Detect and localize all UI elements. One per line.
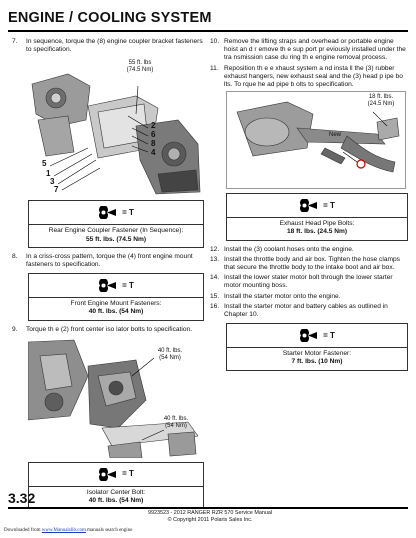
torque-wrench-icon [299, 199, 319, 212]
torque-spec-body [29, 298, 203, 319]
torque-callout-value: 18 ft. lbs. [368, 94, 394, 101]
sequence-number: 3 [50, 177, 55, 187]
torque-spec-box [28, 200, 204, 247]
step-13 [208, 256, 408, 272]
torque-callout-metric: (24.5 Nm) [367, 101, 395, 108]
torque-spec-label: Isolator Center Bolt: [86, 488, 146, 496]
left-column [10, 38, 204, 514]
sequence-number: 6 [151, 130, 156, 140]
torque-callout-metric: (54 Nm) [165, 422, 187, 429]
step-11 [208, 65, 408, 90]
torque-spec-body [227, 348, 407, 369]
step-16 [208, 303, 408, 319]
torque-wrench-icon [98, 279, 118, 292]
torque-equals-label: = T [122, 469, 134, 479]
step-text: In a criss-cross pattern, torque the (4) front engine mount fasteners to specification. [26, 252, 193, 269]
step-text: Install the starter motor and battery cables as outlined in Chapter 10. [224, 302, 388, 319]
page-header [8, 10, 410, 26]
copyright: © Copyright 2011 Polaris Sales Inc. [167, 516, 253, 523]
torque-spec-box [226, 323, 408, 370]
step-text: Torque th e (2) front center iso lator bolts to specification. [26, 325, 193, 333]
torque-callout [361, 94, 401, 108]
step-15 [208, 293, 408, 301]
download-prefix: Downloaded from [4, 528, 41, 533]
torque-spec-box [28, 273, 204, 320]
footer-rule [8, 507, 408, 509]
sequence-number: 8 [151, 139, 156, 149]
torque-spec-value: 40 ft. lbs. (54 Nm) [88, 308, 144, 316]
right-column [208, 38, 408, 376]
torque-spec-header [29, 274, 203, 298]
step-text: Install the throttle body and air box. Tighten the hose clamps that secure the throttle body to the intake boot and air box. [224, 255, 400, 272]
torque-callout-metric: (54 Nm) [159, 354, 181, 361]
engine-coupler-figure [28, 56, 204, 196]
step-number: 7. [12, 38, 18, 45]
torque-spec-value: 18 ft. lbs. (24.5 Nm) [286, 228, 348, 236]
sequence-number: 5 [42, 159, 47, 169]
torque-spec-header [29, 201, 203, 225]
torque-equals-label: = T [323, 200, 335, 210]
sequence-number: 7 [54, 185, 59, 195]
step-number: 10. [210, 38, 220, 45]
exhaust-figure [226, 91, 406, 189]
torque-spec-body [29, 225, 203, 246]
footer-info [110, 510, 310, 523]
torque-spec-value: 55 ft. lbs. (74.5 Nm) [85, 235, 147, 243]
step-7 [10, 38, 204, 54]
manualslib-link[interactable]: www.Manualslib.com [41, 528, 86, 533]
torque-spec-header [29, 463, 203, 487]
torque-spec-label: Exhaust Head Pipe Bolts: [279, 220, 355, 228]
download-notice [4, 528, 132, 533]
torque-callout-value: 40 ft. lbs. [157, 347, 183, 354]
torque-wrench-icon [98, 468, 118, 481]
page-number: 3.32 [8, 490, 36, 506]
torque-spec-value: 7 ft. lbs. (10 Nm) [291, 358, 343, 366]
torque-equals-label: = T [122, 280, 134, 290]
torque-spec-label: Rear Engine Coupler Fastener (In Sequence): [48, 227, 184, 235]
torque-spec-body [29, 487, 203, 508]
step-number: 9. [12, 325, 18, 333]
sequence-number: 2 [151, 121, 156, 131]
step-14 [208, 274, 408, 290]
torque-callout-metric: (74.5 Nm) [126, 67, 154, 74]
torque-equals-label: = T [323, 330, 335, 340]
step-number: 11. [210, 64, 219, 72]
torque-spec-header [227, 194, 407, 218]
torque-spec-header [227, 324, 407, 348]
torque-callout [116, 60, 164, 74]
step-text: Install the lower stater motor bolt through the lower starter motor mounting boss. [224, 274, 393, 290]
torque-callout-value: 55 ft. lbs [128, 60, 152, 67]
sequence-number: 4 [151, 148, 156, 158]
step-10 [208, 38, 408, 63]
torque-spec-label: Front Engine Mount Fasteners: [70, 300, 162, 308]
step-number: 8. [12, 252, 18, 260]
manual-title: 9923523 - 2012 RANGER RZR 570 Service Manual [147, 510, 273, 516]
step-text: Install the starter motor onto the engine. [224, 292, 341, 300]
engine-coupler-illustration [28, 56, 204, 196]
step-number: 16. [210, 302, 220, 310]
step-text: Install the (3) coolant hoses onto the engine. [224, 245, 354, 253]
step-text: Reposition th e e xhaust system a nd insta ll the (3) rubber exhaust hangers, new exhaust seal and the (3) head p ipe bo lts. To rque he ad pipe b olts to specification. [224, 64, 403, 89]
download-suffix: manuals search engine [87, 528, 133, 533]
torque-wrench-icon [98, 206, 118, 219]
step-number: 15. [210, 292, 220, 300]
torque-spec-value: 40 ft. lbs. (54 Nm) [88, 497, 144, 505]
torque-spec-body [227, 218, 407, 239]
step-number: 12. [210, 245, 220, 253]
torque-spec-box [226, 193, 408, 240]
step-12 [208, 246, 408, 254]
torque-callout-value: 40 ft. lbs. [163, 415, 189, 422]
step-number: 14. [210, 274, 220, 282]
header-rule [8, 30, 408, 32]
step-8 [10, 253, 204, 269]
step-9 [10, 326, 204, 334]
section-title: ENGINE / COOLING SYSTEM [8, 10, 212, 26]
sequence-number: 1 [46, 169, 51, 179]
step-number: 13. [210, 255, 220, 263]
torque-wrench-icon [299, 329, 319, 342]
step-text: Remove the lifting straps and overhead or portable engine hoist an d r emove th e sup port pr eviously installed under the tra nsmission case du ring th e engine removal process. [224, 38, 406, 62]
torque-spec-label: Starter Motor Fastener: [282, 350, 352, 358]
isolator-figure [28, 336, 204, 458]
torque-callout [150, 348, 190, 362]
torque-equals-label: = T [122, 207, 134, 217]
torque-spec-box [28, 462, 204, 509]
torque-callout [156, 416, 196, 430]
step-text: In sequence, torque the (8) engine coupler bracket fasteners to specification. [26, 38, 203, 54]
new-part-label: New [328, 132, 341, 139]
